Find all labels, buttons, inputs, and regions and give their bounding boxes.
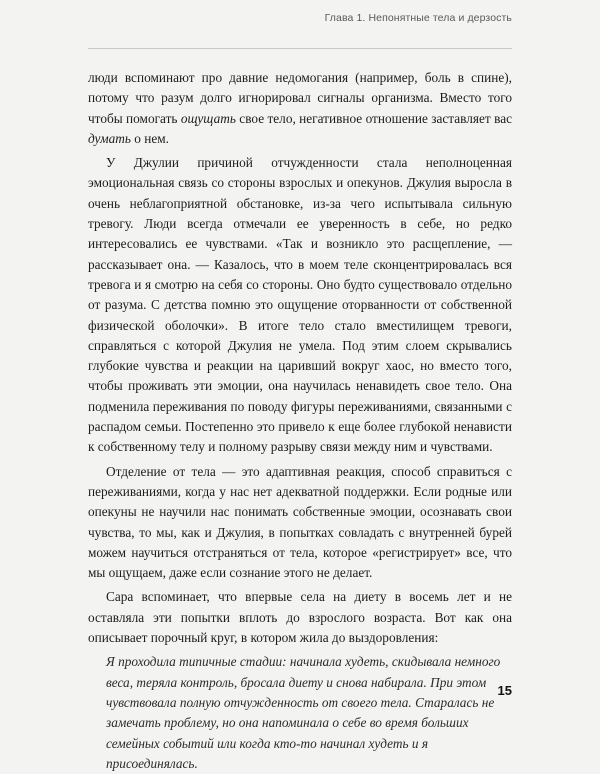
paragraph	[88, 153, 512, 457]
emphasis-text: ощущать	[180, 110, 236, 126]
paragraph	[88, 68, 512, 149]
running-header: Глава 1. Непонятные тела и дерзость	[324, 12, 512, 24]
text-run: Сара вспоминает, что впервые села на диету в восемь лет и не оставляла эти попытки вплоть до взрослого возраста. Вот как она описывает порочный круг, в котором жила до выздоровления:	[88, 589, 512, 646]
text-run: Я проходила типичные стадии: начинала худеть, скидывала немного веса, теряла контроль, бросала диету и снова набирала. При этом чувствовала полную отчужденность от своего тела. Старалась не замечать проблему, но она напоминала о себе во время больших семейных событий или когда кто-то начинал худеть и я присоединялась.	[106, 654, 501, 771]
text-run: Отделение от тела — это адаптивная реакция, способ справиться с переживаниями, когда у нас нет адекватной поддержки. Если родные или опекуны не научили нас понимать собственные эмоции, осознавать свои чувства, то мы, как и Джулия, в попытках совладать с внутренней бурей можем научиться отстраняться от тела, которое «регистрирует» все, что мы ощущаем, даже если сознание этого не делает.	[88, 463, 512, 581]
text-run: свое тело, негативное отношение заставляет вас	[235, 110, 513, 126]
paragraph	[88, 587, 512, 648]
body-text	[88, 68, 512, 774]
page-number: 15	[497, 683, 512, 698]
emphasis-text: думать	[88, 130, 131, 146]
text-run: У Джулии причиной отчужденности стала неполноценная эмоциональная связь со стороны взрослых и опекунов. Джулия выросла в очень неблагоприятной обстановке, из-за чего испытывала сильную тревогу. Люди всегда отмечали ее уверенность в себе, но редко интересовались ее чувствами. «Так и возникло это расщепление, — рассказывает она. — Казалось, что в моем теле сконцентрировалась вся тревога и я смотрю на себя со стороны. Оно будто существовало отдельно от разума. С детства помню это ощущение оторванности от собственной физической оболочки». В итоге тело стало вместилищем тревоги, справляться с которой Джулия не умела. Под этим слоем скрывались глубокие чувства и реакции на царивший вокруг хаос, но вместо того, чтобы проживать эти эмоции, она научилась ненавидеть свое тело. Она подменила переживания по поводу фигуры переживаниями, связанными с распадом семьи. Постепенно это привело к еще более глубокой ненависти к собственному телу и полному разрыву связи между ним и чувствами.	[88, 155, 512, 455]
paragraph	[88, 462, 512, 584]
block-quote	[106, 652, 512, 774]
header-divider	[88, 48, 512, 49]
text-run: люди вспоминают про давние недомогания (например, боль в спине), потому что разум долго игнорировал сигналы организма. Вместо того чтобы помогать	[88, 70, 512, 126]
text-run: о нем.	[130, 130, 169, 146]
